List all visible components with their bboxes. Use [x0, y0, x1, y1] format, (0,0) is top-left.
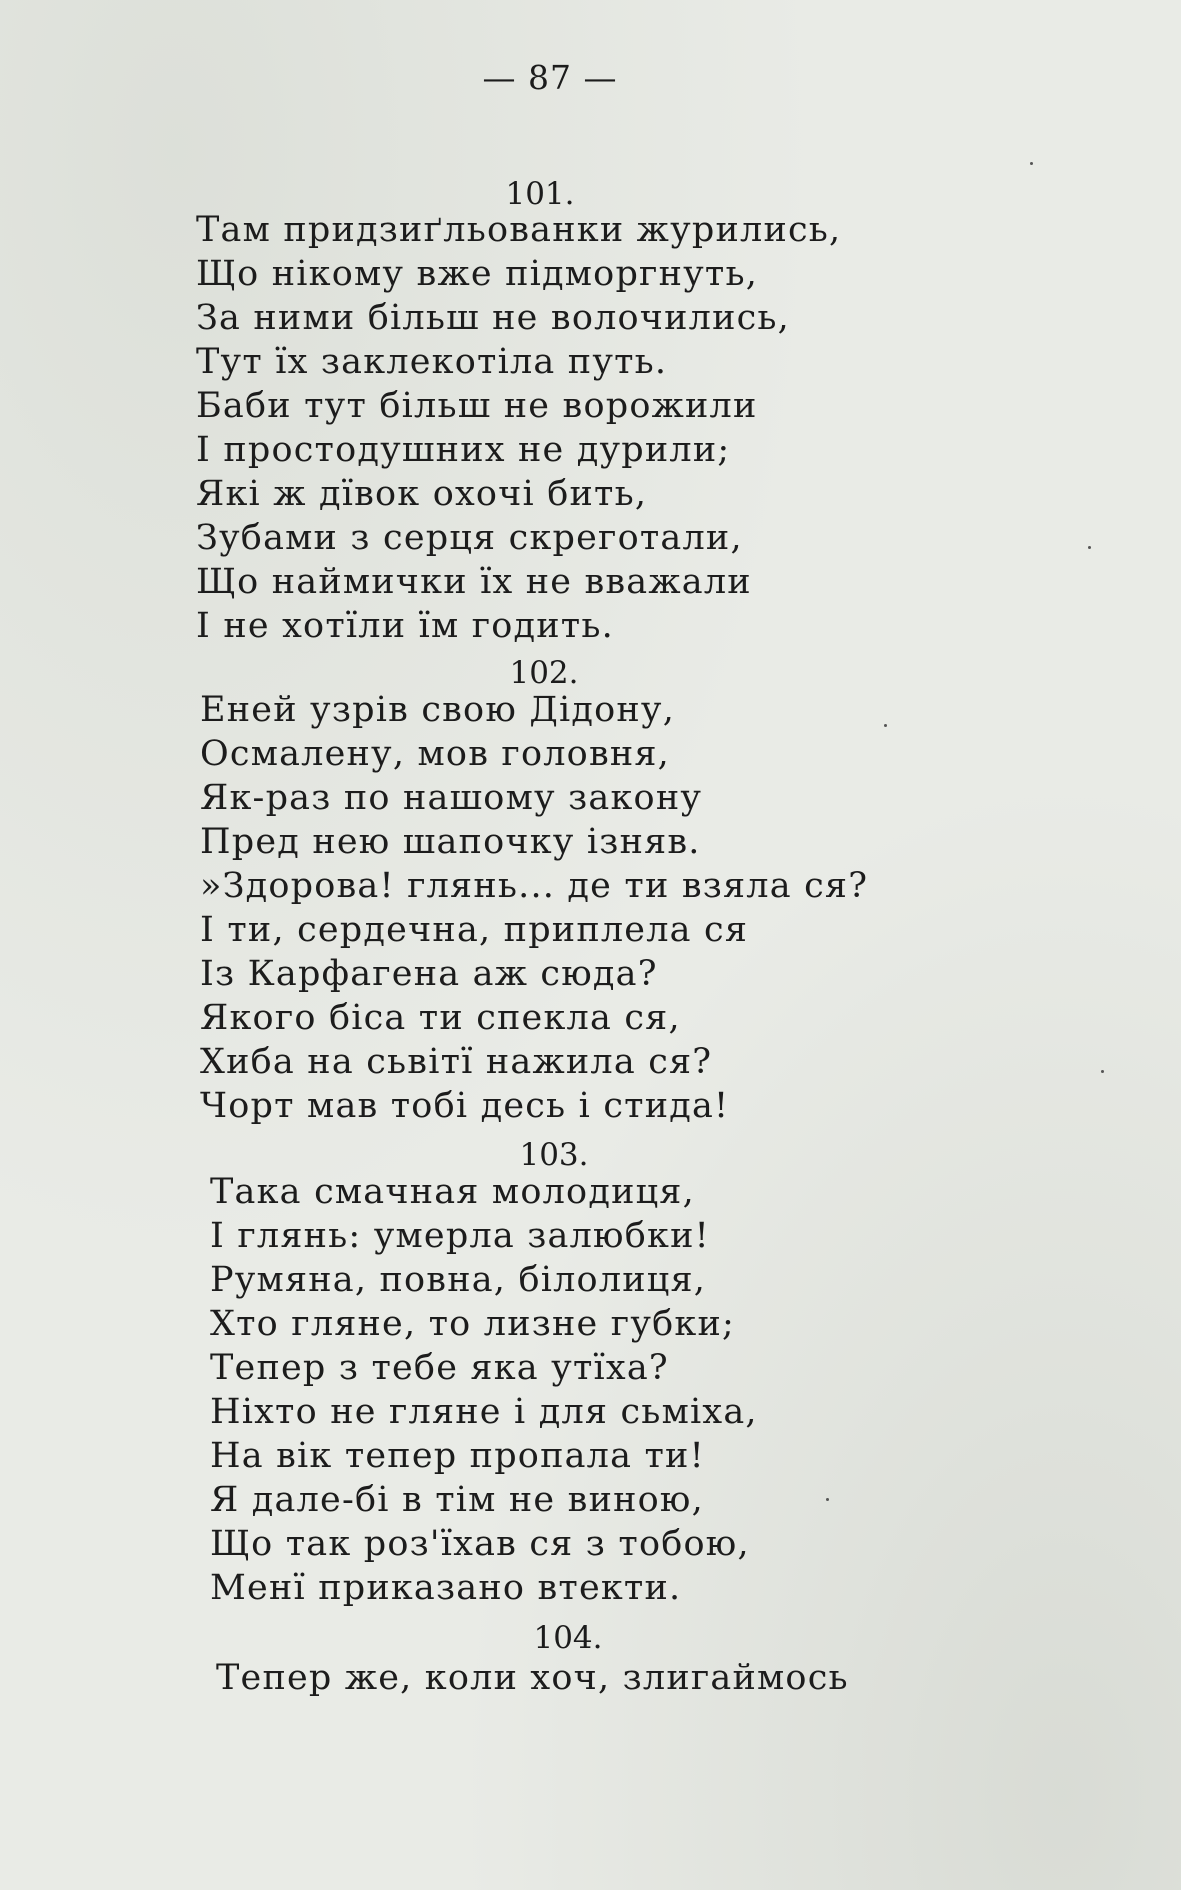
verse-line: Із Карфагена аж сюда?: [200, 954, 658, 994]
stanza-text: [196, 208, 841, 648]
verse-line: Така смачная молодиця,: [210, 1172, 695, 1212]
paper-speck: [884, 724, 887, 727]
verse-line: За ними більш не волочились,: [196, 298, 791, 338]
stanza-text: [200, 688, 868, 1128]
verse-line: Менї приказано втекти.: [210, 1568, 682, 1608]
verse-line: Пред нею шапочку ізняв.: [200, 822, 701, 862]
verse-line: На вік тепер пропала ти!: [210, 1436, 705, 1476]
verse-line: Якого біса ти спекла ся,: [200, 998, 681, 1038]
stanza-text: [216, 1656, 849, 1700]
verse-line: Еней узрів свою Дідону,: [200, 690, 676, 730]
stanza-number: 102.: [509, 655, 579, 691]
verse-line: Як-раз по нашому закону: [200, 778, 703, 818]
verse-line: Зубами з серця скреготали,: [196, 518, 743, 558]
stanza-number: 101.: [505, 176, 575, 212]
verse-line: Що так роз'їхав ся з тобою,: [210, 1524, 750, 1564]
verse-line: Тепер з тебе яка утїха?: [210, 1348, 669, 1388]
verse-line: Баби тут більш не ворожили: [196, 386, 758, 426]
paper-speck: [1030, 162, 1033, 165]
stanza-text: [210, 1170, 758, 1610]
stanza-number: 103.: [519, 1137, 589, 1173]
verse-line: Ніхто не гляне і для сьміха,: [210, 1392, 758, 1432]
verse-line: І ти, сердечна, приплела ся: [200, 910, 749, 950]
paper-speck: [826, 1498, 829, 1501]
verse-line: Що наймички їх не вважали: [196, 562, 752, 602]
verse-line: І глянь: умерла залюбки!: [210, 1216, 710, 1256]
verse-line: Хто гляне, то лизне губки;: [210, 1304, 735, 1344]
verse-line: Осмалену, мов головня,: [200, 734, 670, 774]
page-number: — 87 —: [482, 58, 618, 97]
verse-line: Що нікому вже підморгнуть,: [196, 254, 759, 294]
verse-line: Румяна, повна, білолиця,: [210, 1260, 707, 1300]
verse-line: Чорт мав тобі десь і стида!: [200, 1086, 730, 1126]
verse-line: Я дале-бі в тім не виною,: [210, 1480, 704, 1520]
verse-line: І простодушних не дурили;: [196, 430, 731, 470]
verse-line: Тут їх заклекотіла путь.: [196, 342, 668, 382]
verse-line: І не хотїли їм годить.: [196, 606, 614, 646]
verse-line: »Здорова! глянь... де ти взяла ся?: [200, 866, 869, 906]
paper-speck: [1101, 1070, 1104, 1073]
paper-speck: [1088, 546, 1091, 549]
verse-line: Там придзиґльованки журились,: [196, 210, 842, 250]
stanza-number: 104.: [533, 1620, 603, 1656]
verse-line: Хиба на сьвітї нажила ся?: [200, 1042, 713, 1082]
verse-line: Які ж дївок охочі бить,: [196, 474, 648, 514]
verse-line: Тепер же, коли хоч, злигаймось: [216, 1658, 849, 1698]
